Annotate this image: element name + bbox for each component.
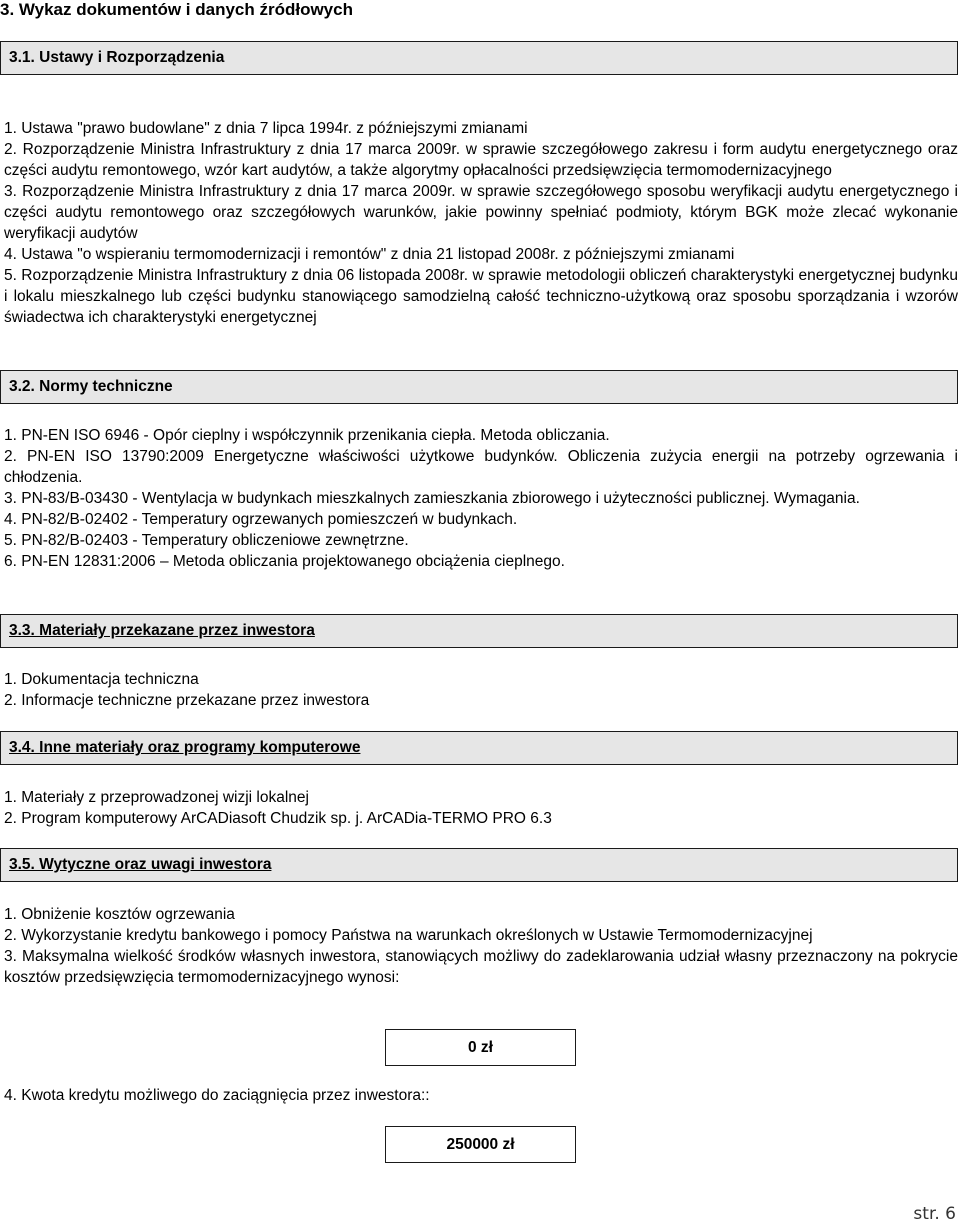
section-header-3-3 bbox=[0, 614, 958, 648]
list-item: 4. Kwota kredytu możliwego do zaciągnięcia przez inwestora:: bbox=[4, 1087, 430, 1104]
list-item: 1. Materiały z przeprowadzonej wizji lokalnej bbox=[4, 789, 309, 806]
section-3-5-list-continued bbox=[4, 1085, 958, 1106]
list-item: 2. Wykorzystanie kredytu bankowego i pomocy Państwa na warunkach określonych w Ustawie Termomodernizacyjnej bbox=[4, 927, 813, 944]
list-item: 1. PN-EN ISO 6946 - Opór cieplny i współczynnik przenikania ciepła. Metoda obliczania. bbox=[4, 427, 610, 444]
section-header-3-5 bbox=[0, 848, 958, 882]
list-item: 5. Rozporządzenie Ministra Infrastruktury z dnia 06 listopada 2008r. w sprawie metodologii obliczeń charakterystyki energetycznej budynku i lokalu mieszkalnego lub części budynku stanowiącego samodzielną całość techniczno-użytkową oraz sposobu sporządzania i wzorów świadectwa ich charakterystyki energetycznej bbox=[4, 267, 958, 326]
list-item: 3. Maksymalna wielkość środków własnych inwestora, stanowiących możliwy do zadeklarowania udział własny przeznaczony na pokrycie kosztów przedsięwzięcia termomodernizacyjnego wynosi: bbox=[4, 948, 958, 986]
section-3-5-list bbox=[4, 904, 958, 988]
list-item: 1. Dokumentacja techniczna bbox=[4, 671, 199, 688]
own-funds-amount-box: 0 zł bbox=[385, 1029, 576, 1066]
list-item: 3. Rozporządzenie Ministra Infrastruktury z dnia 17 marca 2009r. w sprawie szczegółowego sposobu weryfikacji audytu energetycznego i części audytu remontowego oraz szczegółowych warunków, jakie powinny spełniać podmioty, którym BGK może zlecać wykonanie weryfikacji audytów bbox=[4, 183, 958, 242]
section-3-3-list bbox=[4, 669, 958, 711]
list-item: 4. Ustawa "o wspieraniu termomodernizacji i remontów" z dnia 21 listopad 2008r. z późniejszymi zmianami bbox=[4, 246, 735, 263]
list-item: 4. PN-82/B-02402 - Temperatury ogrzewanych pomieszczeń w budynkach. bbox=[4, 511, 518, 528]
section-heading: 3.3. Materiały przekazane przez inwestora bbox=[9, 622, 315, 639]
credit-amount-box: 250000 zł bbox=[385, 1126, 576, 1163]
section-3-2-list bbox=[4, 425, 958, 572]
list-item: 2. PN-EN ISO 13790:2009 Energetyczne właściwości użytkowe budynków. Obliczenia zużycia energii na potrzeby ogrzewania i chłodzenia. bbox=[4, 448, 958, 486]
list-item: 1. Obniżenie kosztów ogrzewania bbox=[4, 906, 235, 923]
section-heading: 3.5. Wytyczne oraz uwagi inwestora bbox=[9, 856, 272, 873]
list-item: 5. PN-82/B-02403 - Temperatury obliczeniowe zewnętrzne. bbox=[4, 532, 409, 549]
list-item: 3. PN-83/B-03430 - Wentylacja w budynkach mieszkalnych zamieszkania zbiorowego i użyteczności publicznej. Wymagania. bbox=[4, 490, 860, 507]
section-3-1-list bbox=[4, 118, 958, 328]
section-header-3-1 bbox=[0, 41, 958, 75]
list-item: 2. Rozporządzenie Ministra Infrastruktury z dnia 17 marca 2009r. w sprawie szczegółowego zakresu i form audytu energetycznego oraz części audytu remontowego, wzór kart audytów, a także algorytmy opłacalności przedsięwzięcia termomodernizacyjnego bbox=[4, 141, 958, 179]
section-header-3-2 bbox=[0, 370, 958, 404]
list-item: 2. Program komputerowy ArCADiasoft Chudzik sp. j. ArCADia-TERMO PRO 6.3 bbox=[4, 810, 552, 827]
list-item: 6. PN-EN 12831:2006 – Metoda obliczania projektowanego obciążenia cieplnego. bbox=[4, 553, 565, 570]
section-heading: 3.4. Inne materiały oraz programy komputerowe bbox=[9, 739, 361, 756]
section-heading: 3.2. Normy techniczne bbox=[9, 378, 173, 395]
section-heading: 3.1. Ustawy i Rozporządzenia bbox=[9, 49, 225, 66]
section-3-4-list bbox=[4, 787, 958, 829]
section-header-3-4 bbox=[0, 731, 958, 765]
list-item: 1. Ustawa "prawo budowlane" z dnia 7 lipca 1994r. z późniejszymi zmianami bbox=[4, 120, 528, 137]
list-item: 2. Informacje techniczne przekazane przez inwestora bbox=[4, 692, 370, 709]
page-number: str. 6 bbox=[913, 1204, 956, 1224]
page-title: 3. Wykaz dokumentów i danych źródłowych bbox=[0, 0, 353, 19]
